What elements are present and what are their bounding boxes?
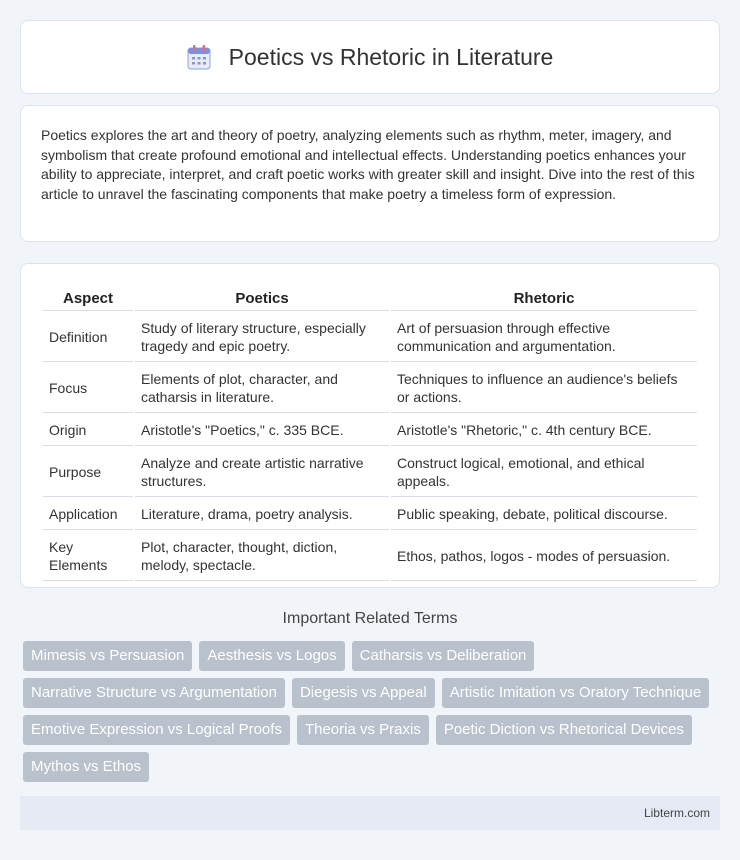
table-cell-rhetoric: Techniques to influence an audience's beliefs or actions. bbox=[391, 364, 697, 413]
footer bbox=[20, 796, 720, 830]
comparison-table-card bbox=[20, 263, 720, 588]
column-header-rhetoric: Rhetoric bbox=[391, 286, 697, 311]
related-term-tag[interactable]: Mythos vs Ethos bbox=[23, 752, 149, 782]
table-row bbox=[43, 499, 697, 530]
calendar-icon bbox=[187, 44, 211, 70]
related-term-tag[interactable]: Theoria vs Praxis bbox=[297, 715, 429, 745]
table-row bbox=[43, 415, 697, 446]
table-cell-aspect: Definition bbox=[43, 313, 133, 362]
related-term-tag[interactable]: Catharsis vs Deliberation bbox=[352, 641, 535, 671]
table-cell-aspect: Origin bbox=[43, 415, 133, 446]
related-term-tag[interactable]: Narrative Structure vs Argumentation bbox=[23, 678, 285, 708]
table-cell-rhetoric: Ethos, pathos, logos - modes of persuasion. bbox=[391, 532, 697, 581]
table-cell-aspect: Purpose bbox=[43, 448, 133, 497]
related-terms-title: Important Related Terms bbox=[282, 610, 458, 627]
header-card bbox=[20, 20, 720, 94]
page-title: Poetics vs Rhetoric in Literature bbox=[228, 43, 554, 70]
table-row bbox=[43, 313, 697, 362]
column-header-aspect: Aspect bbox=[43, 286, 133, 311]
table-row bbox=[43, 364, 697, 413]
intro-text: Poetics explores the art and theory of poetry, analyzing elements such as rhythm, meter, imagery, and symbolism that create profound emotional and intellectual effects. Understanding poetics enhances your ability to appreciate, interpret, and craft poetic works with greater skill and insight. Dive into the rest of this article to unravel the fascinating components that make poetry a timeless form of expression. bbox=[41, 127, 695, 202]
table-cell-poetics: Plot, character, thought, diction, melody, spectacle. bbox=[135, 532, 389, 581]
table-cell-aspect: Focus bbox=[43, 364, 133, 413]
table-cell-rhetoric: Art of persuasion through effective communication and argumentation. bbox=[391, 313, 697, 362]
footer-site-link[interactable]: Libterm.com bbox=[643, 806, 710, 820]
related-term-tag[interactable]: Poetic Diction vs Rhetorical Devices bbox=[436, 715, 692, 745]
related-terms-tags bbox=[23, 641, 717, 789]
table-cell-poetics: Study of literary structure, especially tragedy and epic poetry. bbox=[135, 313, 389, 362]
column-header-poetics: Poetics bbox=[135, 286, 389, 311]
table-row bbox=[43, 448, 697, 497]
table-cell-poetics: Elements of plot, character, and catharsis in literature. bbox=[135, 364, 389, 413]
related-term-tag[interactable]: Artistic Imitation vs Oratory Technique bbox=[442, 678, 709, 708]
table-cell-rhetoric: Public speaking, debate, political discourse. bbox=[391, 499, 697, 530]
table-cell-aspect: Application bbox=[43, 499, 133, 530]
table-cell-poetics: Literature, drama, poetry analysis. bbox=[135, 499, 389, 530]
table-cell-poetics: Analyze and create artistic narrative structures. bbox=[135, 448, 389, 497]
table-cell-aspect: Key Elements bbox=[43, 532, 133, 581]
related-term-tag[interactable]: Mimesis vs Persuasion bbox=[23, 641, 192, 671]
related-term-tag[interactable]: Emotive Expression vs Logical Proofs bbox=[23, 715, 290, 745]
comparison-table bbox=[41, 284, 699, 583]
intro-card bbox=[20, 105, 720, 242]
table-cell-poetics: Aristotle's "Poetics," c. 335 BCE. bbox=[135, 415, 389, 446]
table-row bbox=[43, 532, 697, 581]
table-cell-rhetoric: Aristotle's "Rhetoric," c. 4th century BCE. bbox=[391, 415, 697, 446]
related-term-tag[interactable]: Diegesis vs Appeal bbox=[292, 678, 435, 708]
table-cell-rhetoric: Construct logical, emotional, and ethical appeals. bbox=[391, 448, 697, 497]
table-header-row bbox=[43, 286, 697, 311]
related-term-tag[interactable]: Aesthesis vs Logos bbox=[199, 641, 344, 671]
